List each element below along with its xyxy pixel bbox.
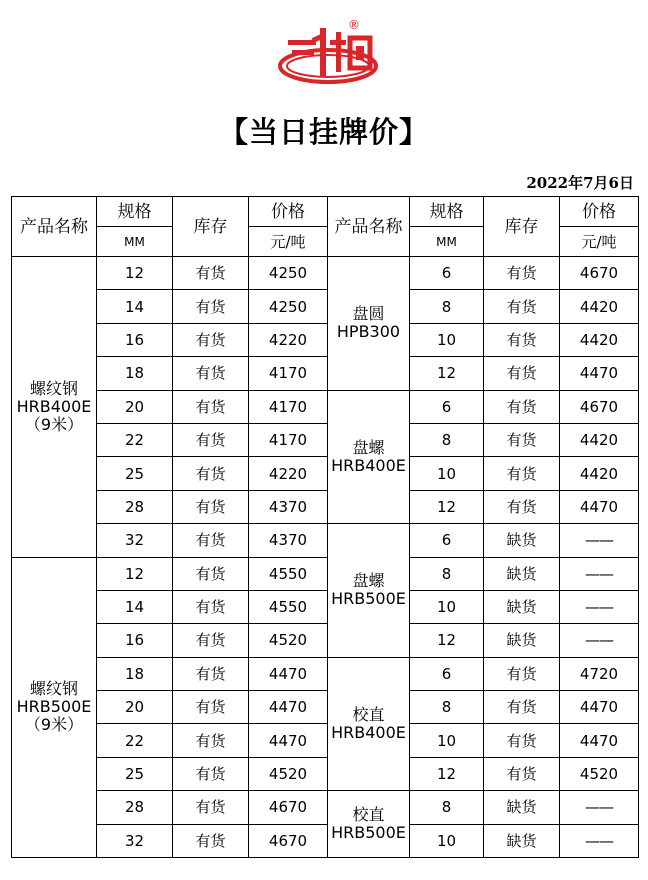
spec-cell: 6 xyxy=(410,390,484,423)
price-cell: 4470 xyxy=(249,691,328,724)
product-grade: HRB500E xyxy=(331,823,406,843)
page-title: 【当日挂牌价】 xyxy=(218,115,429,149)
spec-cell: 25 xyxy=(97,757,173,790)
header-spec-unit-right: MM xyxy=(410,227,484,257)
table-row xyxy=(12,791,639,824)
stock-cell: 缺货 xyxy=(484,791,560,824)
stock-cell: 缺货 xyxy=(484,524,560,557)
stock-cell: 有货 xyxy=(173,757,249,790)
stock-cell: 缺货 xyxy=(484,624,560,657)
spec-cell: 12 xyxy=(410,624,484,657)
stock-cell: 有货 xyxy=(173,691,249,724)
product-note: （9米） xyxy=(24,414,84,434)
price-cell: 4250 xyxy=(249,257,328,290)
header-stock-right: 库存 xyxy=(484,197,560,257)
stock-cell: 有货 xyxy=(484,423,560,456)
header-row xyxy=(12,197,639,227)
spec-cell: 6 xyxy=(410,657,484,690)
product-name: 盘圆 xyxy=(352,304,385,324)
price-cell: 4670 xyxy=(249,824,328,857)
spec-cell: 18 xyxy=(97,357,173,390)
product-name: 校直 xyxy=(352,704,385,724)
product-grade: HRB400E xyxy=(331,722,406,742)
stock-cell: 有货 xyxy=(173,423,249,456)
spec-cell: 12 xyxy=(410,357,484,390)
price-cell: 4420 xyxy=(560,457,639,490)
product-grade: HRB500E xyxy=(16,697,92,717)
table-row xyxy=(12,357,639,390)
table-row xyxy=(12,524,639,557)
table-row xyxy=(12,490,639,523)
product-name: 盘螺 xyxy=(352,571,385,591)
spec-cell: 10 xyxy=(410,724,484,757)
spec-cell: 25 xyxy=(97,457,173,490)
price-cell: 4420 xyxy=(560,423,639,456)
price-cell: 4220 xyxy=(249,457,328,490)
spec-cell: 22 xyxy=(97,724,173,757)
price-cell: —— xyxy=(560,557,639,590)
table-row xyxy=(12,290,639,323)
product-name: 螺纹钢 xyxy=(29,378,78,398)
spec-cell: 32 xyxy=(97,824,173,857)
spec-cell: 28 xyxy=(97,791,173,824)
stock-cell: 有货 xyxy=(173,791,249,824)
stock-cell: 有货 xyxy=(173,357,249,390)
price-cell: 4170 xyxy=(249,357,328,390)
spec-cell: 10 xyxy=(410,590,484,623)
price-cell: 4470 xyxy=(249,657,328,690)
stock-cell: 有货 xyxy=(484,490,560,523)
spec-cell: 20 xyxy=(97,691,173,724)
price-date: 2022年7月6日 xyxy=(526,174,634,192)
header-spec-right: 规格 xyxy=(410,197,484,227)
price-cell: 4470 xyxy=(560,357,639,390)
spec-cell: 8 xyxy=(410,791,484,824)
price-cell: 4470 xyxy=(560,691,639,724)
stock-cell: 缺货 xyxy=(484,590,560,623)
price-table xyxy=(11,196,639,858)
stock-cell: 有货 xyxy=(173,390,249,423)
stock-cell: 有货 xyxy=(484,724,560,757)
table-row xyxy=(12,691,639,724)
stock-cell: 有货 xyxy=(484,390,560,423)
stock-cell: 有货 xyxy=(484,357,560,390)
header-price-unit-right: 元/吨 xyxy=(560,227,639,257)
brand-logo-icon xyxy=(276,18,386,96)
stock-cell: 有货 xyxy=(484,257,560,290)
left-product-group xyxy=(12,257,97,558)
stock-cell: 有货 xyxy=(173,557,249,590)
table-row xyxy=(12,323,639,356)
table-row xyxy=(12,557,639,590)
price-cell: —— xyxy=(560,824,639,857)
table-row xyxy=(12,724,639,757)
price-cell: 4520 xyxy=(249,757,328,790)
price-cell: 4670 xyxy=(560,257,639,290)
stock-cell: 有货 xyxy=(173,657,249,690)
price-cell: 4470 xyxy=(249,724,328,757)
spec-cell: 8 xyxy=(410,691,484,724)
right-product-group xyxy=(328,657,410,791)
registered-mark: ® xyxy=(348,18,360,32)
stock-cell: 有货 xyxy=(484,290,560,323)
product-grade: HRB400E xyxy=(331,455,406,475)
header-product-name-left: 产品名称 xyxy=(12,197,97,257)
price-cell: 4220 xyxy=(249,323,328,356)
price-cell: 4250 xyxy=(249,290,328,323)
spec-cell: 8 xyxy=(410,557,484,590)
header-spec-unit-left: MM xyxy=(97,227,173,257)
stock-cell: 有货 xyxy=(173,290,249,323)
right-product-group xyxy=(328,390,410,524)
table-row xyxy=(12,457,639,490)
spec-cell: 8 xyxy=(410,423,484,456)
spec-cell: 10 xyxy=(410,824,484,857)
stock-cell: 有货 xyxy=(173,457,249,490)
stock-cell: 有货 xyxy=(484,323,560,356)
stock-cell: 有货 xyxy=(173,590,249,623)
price-cell: 4720 xyxy=(560,657,639,690)
price-cell: 4370 xyxy=(249,490,328,523)
stock-cell: 缺货 xyxy=(484,824,560,857)
price-cell: —— xyxy=(560,524,639,557)
spec-cell: 8 xyxy=(410,290,484,323)
stock-cell: 有货 xyxy=(173,323,249,356)
right-product-group xyxy=(328,257,410,391)
price-cell: 4470 xyxy=(560,490,639,523)
spec-cell: 12 xyxy=(97,257,173,290)
stock-cell: 有货 xyxy=(173,624,249,657)
stock-cell: 有货 xyxy=(484,757,560,790)
right-product-group xyxy=(328,791,410,858)
product-grade: HPB300 xyxy=(336,322,401,342)
stock-cell: 有货 xyxy=(173,524,249,557)
price-cell: 4420 xyxy=(560,323,639,356)
product-name: 校直 xyxy=(352,805,385,825)
product-name: 螺纹钢 xyxy=(29,679,78,699)
spec-cell: 18 xyxy=(97,657,173,690)
header-price-right: 价格 xyxy=(560,197,639,227)
table-row xyxy=(12,824,639,857)
header-spec-left: 规格 xyxy=(97,197,173,227)
stock-cell: 有货 xyxy=(173,824,249,857)
price-cell: 4550 xyxy=(249,590,328,623)
brand-logo xyxy=(276,18,386,96)
price-cell: —— xyxy=(560,624,639,657)
table-row xyxy=(12,423,639,456)
stock-cell: 缺货 xyxy=(484,557,560,590)
price-cell: 4520 xyxy=(249,624,328,657)
spec-cell: 14 xyxy=(97,290,173,323)
header-stock-left: 库存 xyxy=(173,197,249,257)
spec-cell: 6 xyxy=(410,257,484,290)
product-grade: HRB400E xyxy=(16,396,92,416)
product-name: 盘螺 xyxy=(352,437,385,457)
table-row xyxy=(12,390,639,423)
stock-cell: 有货 xyxy=(484,457,560,490)
spec-cell: 12 xyxy=(410,757,484,790)
price-cell: 4420 xyxy=(560,290,639,323)
header-price-left: 价格 xyxy=(249,197,328,227)
right-product-group xyxy=(328,524,410,658)
spec-cell: 32 xyxy=(97,524,173,557)
table-row xyxy=(12,590,639,623)
price-cell: —— xyxy=(560,590,639,623)
spec-cell: 10 xyxy=(410,323,484,356)
price-table-body xyxy=(12,257,639,858)
price-cell: 4370 xyxy=(249,524,328,557)
header-price-unit-left: 元/吨 xyxy=(249,227,328,257)
left-product-group xyxy=(12,557,97,858)
stock-cell: 有货 xyxy=(173,724,249,757)
spec-cell: 16 xyxy=(97,323,173,356)
stock-cell: 有货 xyxy=(484,691,560,724)
product-grade: HRB500E xyxy=(331,589,406,609)
price-cell: 4550 xyxy=(249,557,328,590)
table-row xyxy=(12,624,639,657)
stock-cell: 有货 xyxy=(173,257,249,290)
spec-cell: 6 xyxy=(410,524,484,557)
table-row xyxy=(12,657,639,690)
price-cell: 4670 xyxy=(560,390,639,423)
price-cell: —— xyxy=(560,791,639,824)
table-row xyxy=(12,257,639,290)
header-product-name-right: 产品名称 xyxy=(328,197,410,257)
spec-cell: 16 xyxy=(97,624,173,657)
spec-cell: 14 xyxy=(97,590,173,623)
product-note: （9米） xyxy=(24,715,84,735)
price-cell: 4170 xyxy=(249,390,328,423)
price-cell: 4470 xyxy=(560,724,639,757)
spec-cell: 12 xyxy=(97,557,173,590)
price-cell: 4170 xyxy=(249,423,328,456)
price-cell: 4520 xyxy=(560,757,639,790)
table-row xyxy=(12,757,639,790)
spec-cell: 22 xyxy=(97,423,173,456)
stock-cell: 有货 xyxy=(173,490,249,523)
spec-cell: 12 xyxy=(410,490,484,523)
spec-cell: 10 xyxy=(410,457,484,490)
stock-cell: 有货 xyxy=(484,657,560,690)
spec-cell: 20 xyxy=(97,390,173,423)
spec-cell: 28 xyxy=(97,490,173,523)
price-cell: 4670 xyxy=(249,791,328,824)
